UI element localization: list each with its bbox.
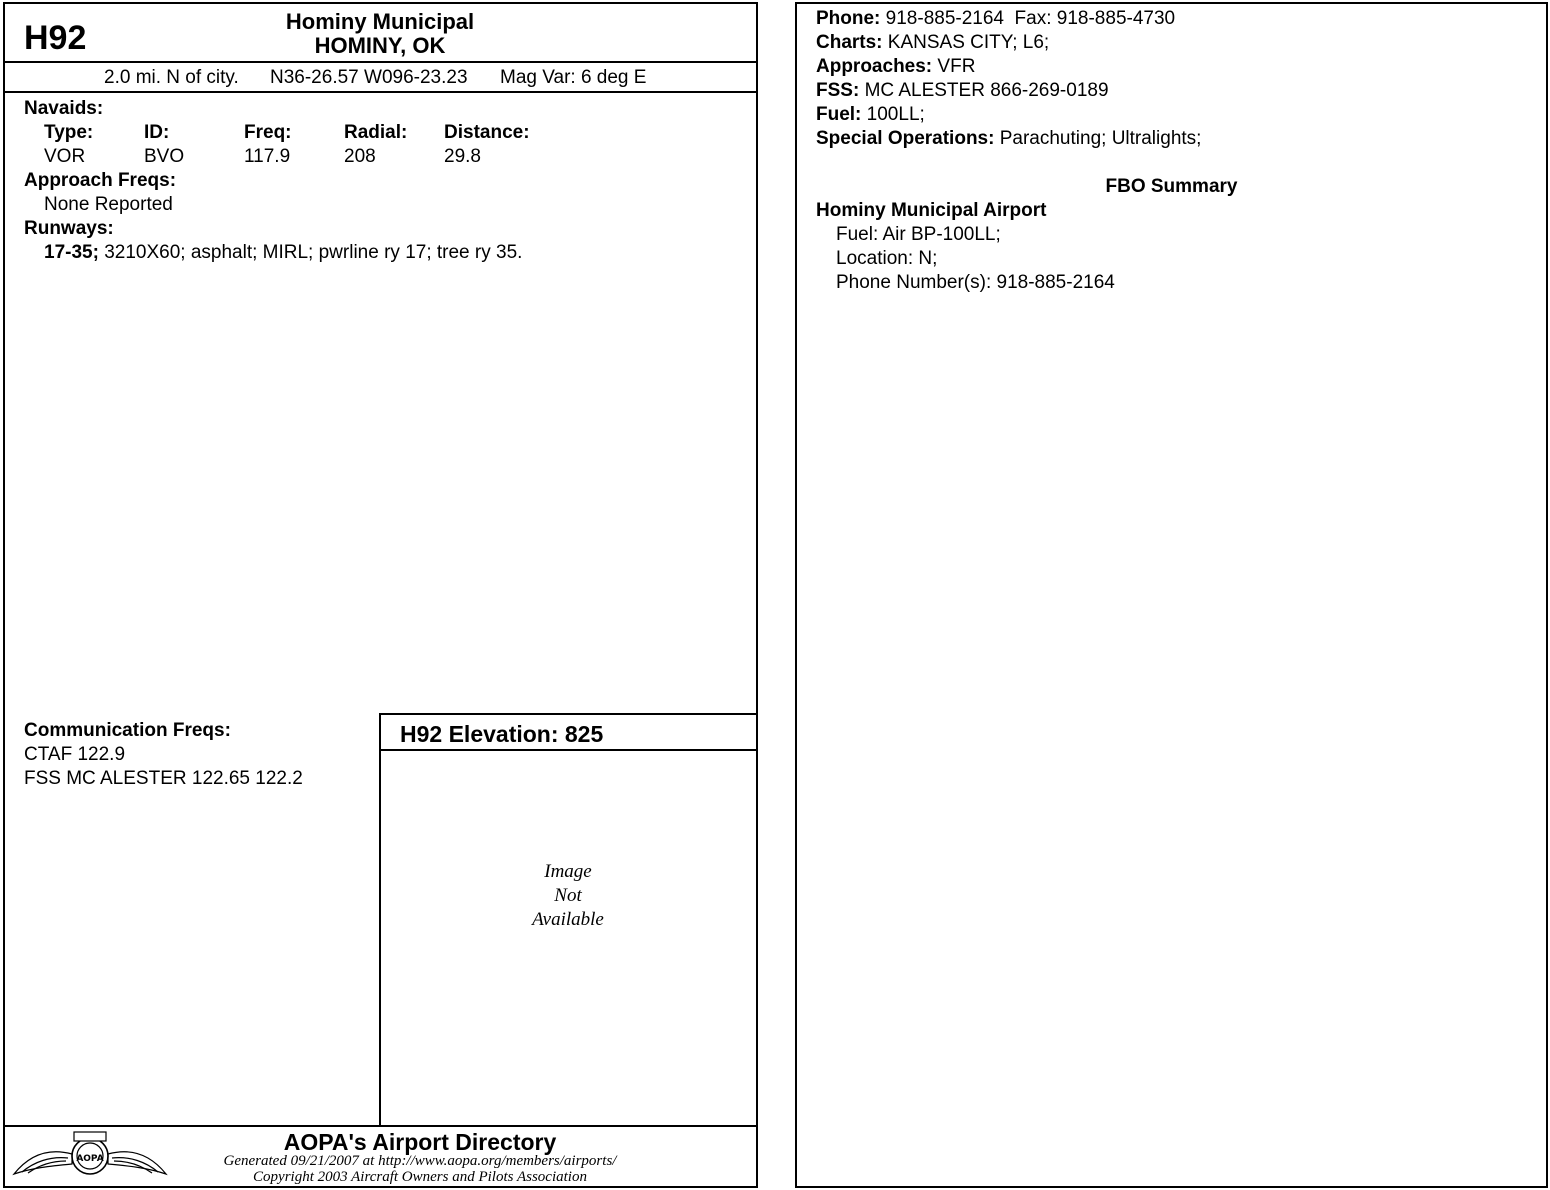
image-not-available <box>381 860 755 932</box>
approach-freqs-value: None Reported <box>44 194 173 215</box>
airport-name: Hominy Municipal <box>285 9 475 34</box>
elevation-title: H92 Elevation: 825 <box>400 721 604 747</box>
logo-text: AOPA <box>76 1154 104 1164</box>
navaid-distance: 29.8 <box>444 146 481 167</box>
phone-value: 918-885-2164 Fax: 918-885-4730 <box>885 8 1176 29</box>
header-divider <box>3 61 757 63</box>
fss-label: FSS: <box>816 80 860 101</box>
approaches-value: VFR <box>937 56 976 77</box>
special-operations-value: Parachuting; Ultralights; <box>999 128 1202 149</box>
charts-value: KANSAS CITY; L6; <box>887 32 1050 53</box>
airport-city-state: HOMINY, OK <box>314 33 446 58</box>
comm-freq-ctaf: CTAF 122.9 <box>24 744 126 765</box>
navaids-col-freq: Freq: <box>244 122 292 143</box>
placeholder-line-1: Image <box>544 861 592 882</box>
special-operations-label: Special Operations: <box>816 128 995 149</box>
navaids-col-id: ID: <box>144 122 170 143</box>
runway-description: 3210X60; asphalt; MIRL; pwrline ry 17; tree ry 35. <box>104 242 523 263</box>
approaches-label: Approaches: <box>816 56 933 77</box>
fbo-fuel: Fuel: Air BP-100LL; <box>836 224 1001 245</box>
navaid-id: BVO <box>144 146 185 167</box>
approach-freqs-heading: Approach Freqs: <box>24 170 177 191</box>
navaids-col-type: Type: <box>44 122 94 143</box>
fbo-phone: Phone Number(s): 918-885-2164 <box>836 272 1115 293</box>
charts-row <box>816 31 1049 55</box>
charts-label: Charts: <box>816 32 883 53</box>
aopa-wings-logo <box>10 1128 170 1184</box>
fuel-row <box>816 103 925 127</box>
footer-generated: Generated 09/21/2007 at http://www.aopa.org/members/airports/ <box>223 1153 617 1169</box>
fuel-value: 100LL; <box>866 104 925 125</box>
runway-entry <box>44 241 522 265</box>
placeholder-line-2: Not <box>554 885 582 906</box>
navaids-col-radial: Radial: <box>344 122 408 143</box>
footer-divider <box>3 1125 757 1127</box>
fbo-location: Location: N; <box>836 248 938 269</box>
runway-id: 17-35; <box>44 242 99 263</box>
navaid-radial: 208 <box>344 146 376 167</box>
special-operations-row <box>816 127 1201 151</box>
fbo-summary-heading: FBO Summary <box>1105 176 1238 197</box>
elevation-title-divider <box>379 749 757 751</box>
navaids-col-distance: Distance: <box>444 122 530 143</box>
comm-freq-fss: FSS MC ALESTER 122.65 122.2 <box>24 768 303 789</box>
elevation-box-top-border <box>379 713 757 715</box>
magnetic-variation: Mag Var: 6 deg E <box>500 67 647 88</box>
approaches-row <box>816 55 975 79</box>
location-distance: 2.0 mi. N of city. <box>104 67 239 88</box>
phone-row <box>816 7 1175 31</box>
fss-row <box>816 79 1109 103</box>
location-coordinates: N36-26.57 W096-23.23 <box>270 67 468 88</box>
navaid-type: VOR <box>44 146 86 167</box>
fss-value: MC ALESTER 866-269-0189 <box>864 80 1109 101</box>
placeholder-line-3: Available <box>532 909 604 930</box>
fuel-label: Fuel: <box>816 104 862 125</box>
navaid-freq: 117.9 <box>244 146 291 167</box>
runways-heading: Runways: <box>24 218 114 239</box>
location-divider <box>3 91 757 93</box>
airport-id: H92 <box>24 19 87 57</box>
footer-copyright: Copyright 2003 Aircraft Owners and Pilots Association <box>253 1169 587 1185</box>
fbo-name: Hominy Municipal Airport <box>816 200 1047 221</box>
footer-title: AOPA's Airport Directory <box>283 1129 557 1155</box>
comm-freqs-heading: Communication Freqs: <box>24 720 231 741</box>
navaids-heading: Navaids: <box>24 98 104 119</box>
phone-label: Phone: <box>816 8 881 29</box>
